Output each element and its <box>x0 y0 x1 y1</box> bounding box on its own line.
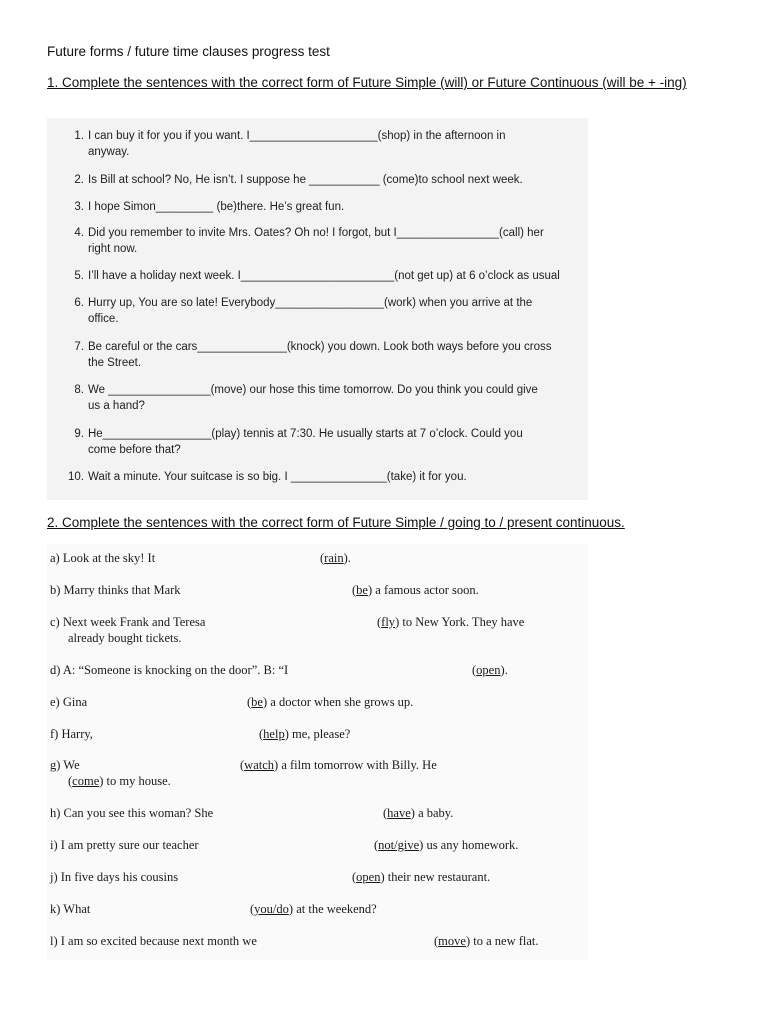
verb-prompt: (open) their new restaurant. <box>352 870 491 884</box>
sentence-continued: already bought tickets. <box>68 631 182 645</box>
verb-hint: you/do <box>254 902 289 916</box>
item-line: He_________________(play) tennis at 7:30. He usually starts at 7 o’clock. Could you <box>88 428 523 440</box>
verb-hint: come <box>72 774 100 788</box>
sentence-start: f) Harry, <box>50 727 93 741</box>
verb-hint: rain <box>324 551 344 565</box>
sentence-second-line: (come) to my house. <box>68 774 171 788</box>
section1-heading: 1. Complete the sentences with the correct form of Future Simple (will) or Future Continuous (will be + -ing) <box>47 75 687 90</box>
sentence-end: to a new flat. <box>470 934 539 948</box>
item-line: We ________________(move) our hose this time tomorrow. Do you think you could give <box>88 384 538 396</box>
verb-hint: fly <box>381 615 396 629</box>
sentence-start: d) A: “Someone is knocking on the door”. B: “I <box>50 663 289 677</box>
item-text <box>88 382 588 414</box>
item-number: 2. <box>74 174 84 186</box>
item-line: I hope Simon_________ (be)there. He’s great fun. <box>88 201 345 213</box>
sentence-start: h) Can you see this woman? She <box>50 806 214 820</box>
item-line-continued: the Street. <box>88 357 142 369</box>
item-line: Wait a minute. Your suitcase is so big. I _______________(take) it for you. <box>88 471 467 483</box>
sentence-start: a) Look at the sky! It <box>50 551 156 565</box>
item-line: I can buy it for you if you want. I____________________(shop) in the afternoon in <box>88 130 506 142</box>
item-text <box>88 339 588 371</box>
item-text <box>88 426 588 458</box>
item-line-continued: us a hand? <box>88 400 145 412</box>
item-number: 4. <box>74 227 84 239</box>
sentence-end: their new restaurant. <box>384 870 491 884</box>
verb-prompt: (move) to a new flat. <box>434 934 539 948</box>
verb-prompt: (not/give) us any homework. <box>374 838 519 852</box>
item-text <box>88 469 588 485</box>
item-line-continued: anyway. <box>88 146 130 158</box>
item-text <box>88 128 588 160</box>
verb-hint: not/give <box>378 838 420 852</box>
verb-hint: open <box>476 663 501 677</box>
item-number: 8. <box>74 384 84 396</box>
sentence-end: to my house. <box>103 774 171 788</box>
sentence-start: g) We <box>50 758 80 772</box>
verb-hint: be <box>356 583 368 597</box>
section2-heading: 2. Complete the sentences with the correct form of Future Simple / going to / present continuous. <box>47 515 625 530</box>
verb-prompt: (rain). <box>320 551 351 565</box>
item-line: Did you remember to invite Mrs. Oates? Oh no! I forgot, but I________________(call) her <box>88 227 544 239</box>
verb-hint: help <box>263 727 285 741</box>
sentence-second-line <box>68 630 182 646</box>
sentence-end: a film tomorrow with Billy. He <box>278 758 437 772</box>
item-number: 9. <box>74 428 84 440</box>
item-number: 1. <box>74 130 84 142</box>
item-number: 3. <box>74 201 84 213</box>
sentence-end: me, please? <box>288 727 351 741</box>
verb-prompt: (you/do) at the weekend? <box>250 902 377 916</box>
verb-prompt: (watch) a film tomorrow with Billy. He <box>240 758 437 772</box>
item-text <box>88 295 588 327</box>
verb-hint: watch <box>244 758 275 772</box>
sentence-start: i) I am pretty sure our teacher <box>50 838 199 852</box>
item-line: Be careful or the cars______________(knock) you down. Look both ways before you cross <box>88 341 552 353</box>
sentence-start: l) I am so excited because next month we <box>50 934 257 948</box>
sentence-end: . <box>347 551 351 565</box>
item-line: I’ll have a holiday next week. I________________________(not get up) at 6 o’clock as usual <box>88 270 560 282</box>
verb-prompt: (be) a famous actor soon. <box>352 583 479 597</box>
item-text <box>88 268 588 284</box>
sentence-end: a famous actor soon. <box>372 583 479 597</box>
item-number: 10. <box>68 471 84 483</box>
verb-prompt: (open). <box>472 663 508 677</box>
item-line-continued: right now. <box>88 243 138 255</box>
item-line-continued: office. <box>88 313 119 325</box>
item-number: 7. <box>74 341 84 353</box>
item-text <box>88 199 588 215</box>
sentence-start: k) What <box>50 902 91 916</box>
verb-hint: move <box>438 934 466 948</box>
item-line-continued: come before that? <box>88 444 181 456</box>
verb-prompt: (help) me, please? <box>259 727 351 741</box>
sentence-start: b) Marry thinks that Mark <box>50 583 181 597</box>
sentence-end: to New York. They have <box>399 615 525 629</box>
verb-hint: be <box>251 695 263 709</box>
verb-hint: open <box>356 870 381 884</box>
page-title: Future forms / future time clauses progress test <box>47 44 330 59</box>
sentence-end: at the weekend? <box>293 902 377 916</box>
item-line: Hurry up, You are so late! Everybody_________________(work) when you arrive at the <box>88 297 533 309</box>
verb-prompt: (be) a doctor when she grows up. <box>247 695 414 709</box>
sentence-end: us any homework. <box>423 838 519 852</box>
sentence-start: j) In five days his cousins <box>50 870 179 884</box>
section2-scan <box>47 544 588 960</box>
item-number: 5. <box>74 270 84 282</box>
verb-prompt: (fly) to New York. They have <box>377 615 525 629</box>
verb-hint: have <box>387 806 411 820</box>
item-text <box>88 172 588 188</box>
sentence-end: a doctor when she grows up. <box>267 695 414 709</box>
sentence-start: e) Gina <box>50 695 88 709</box>
item-number: 6. <box>74 297 84 309</box>
verb-prompt: (have) a baby. <box>383 806 454 820</box>
sentence-end: . <box>504 663 508 677</box>
item-text <box>88 225 588 257</box>
sentence-end: a baby. <box>414 806 454 820</box>
sentence-start: c) Next week Frank and Teresa <box>50 615 206 629</box>
item-line: Is Bill at school? No, He isn’t. I suppose he ___________ (come)to school next week. <box>88 174 523 186</box>
